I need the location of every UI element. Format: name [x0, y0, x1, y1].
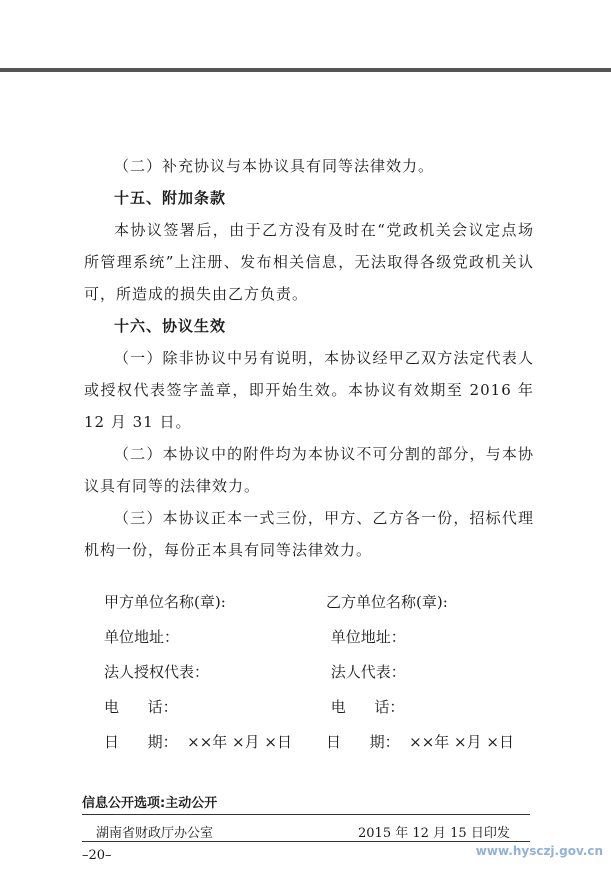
- print-date: 2015 年 12 月 15 日印发: [358, 826, 510, 841]
- footer-rule-bottom: [82, 841, 530, 842]
- page-number: –20–: [82, 848, 112, 863]
- party-b-rep-label: 法人代表：: [326, 663, 406, 681]
- party-b-name-label: 乙方单位名称(章):: [326, 593, 448, 611]
- disclosure-option: 信息公开选项:主动公开: [82, 796, 218, 811]
- sig-row-name: [104, 591, 534, 626]
- party-a-phone-label: 电 话：: [104, 698, 178, 716]
- footer-rule-top: [82, 814, 530, 815]
- sig-row-date: [104, 731, 534, 766]
- clause-14-2: （二）补充协议与本协议具有同等法律效力。: [114, 157, 435, 175]
- signature-block: [104, 591, 534, 766]
- clause-16-2: （二）本协议中的附件均为本协议不可分割的部分，与本协议具有同等的法律效力。: [84, 445, 534, 495]
- sig-row-address: [104, 626, 534, 661]
- party-b-date-label: 日 期： ××年 ×月 ×日: [326, 733, 514, 751]
- clause-15-body: 本协议签署后，由于乙方没有及时在“党政机关会议定点场所管理系统”上注册、发布相关信息，无法取得各级党政机关认可，所造成的损失由乙方负责。: [84, 221, 534, 303]
- sig-row-rep: [104, 661, 534, 696]
- document-body: [84, 150, 534, 566]
- party-a-name-label: 甲方单位名称(章):: [104, 593, 226, 611]
- party-a-rep-label: 法人授权代表：: [104, 663, 210, 681]
- sig-row-phone: [104, 696, 534, 731]
- party-b-address-label: 单位地址：: [326, 628, 406, 646]
- clause-16-1: （一）除非协议中另有说明，本协议经甲乙双方法定代表人或授权代表签字盖章，即开始生效。本协议有效期至 2016 年 12 月 31 日。: [84, 349, 534, 431]
- site-watermark: www.hysczj.gov.cn: [475, 844, 603, 858]
- heading-15: 十五、附加条款: [114, 189, 227, 207]
- party-b-phone-label: 电 话：: [326, 698, 405, 716]
- issuer-name: 湖南省财政厅办公室: [96, 826, 214, 841]
- clause-16-3: （三）本协议正本一式三份，甲方、乙方各一份，招标代理机构一份，每份正本具有同等法律效力。: [84, 509, 534, 559]
- header-rule: [0, 68, 611, 72]
- party-a-address-label: 单位地址：: [104, 628, 180, 646]
- party-a-date-label: 日 期： ××年 ×月 ×日: [104, 733, 292, 751]
- heading-16: 十六、协议生效: [114, 317, 227, 335]
